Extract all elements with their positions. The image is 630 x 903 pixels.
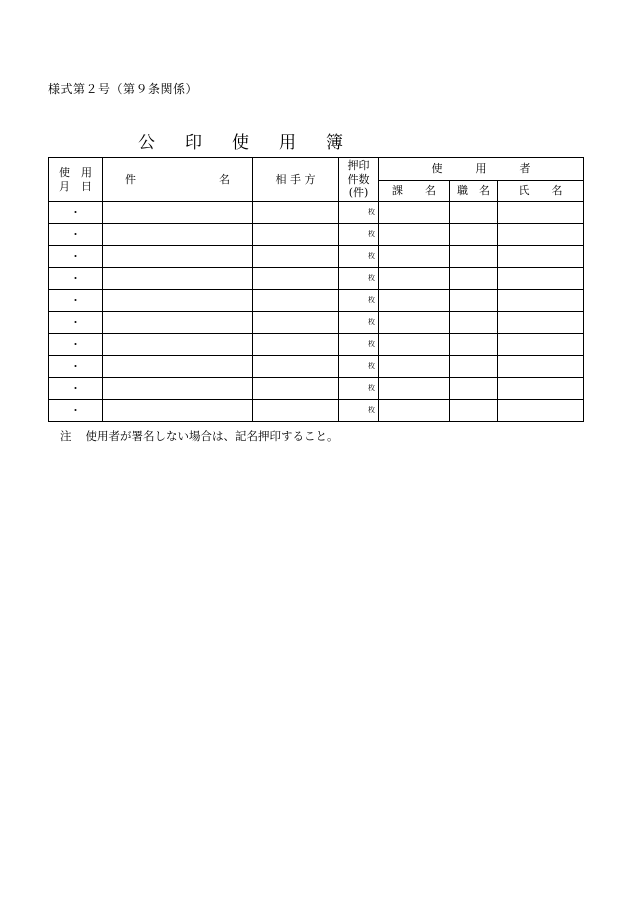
header-item-name-left: 件 — [125, 172, 136, 186]
count-cell[interactable]: 枚 — [339, 290, 379, 312]
item-cell[interactable] — [103, 400, 253, 422]
form-number-label: 様式第２号（第９条関係） — [48, 82, 199, 96]
date-cell[interactable]: ・ — [49, 356, 103, 378]
item-cell[interactable] — [103, 202, 253, 224]
count-cell[interactable]: 枚 — [339, 268, 379, 290]
table-row — [49, 290, 584, 312]
position-cell[interactable] — [450, 400, 498, 422]
section-cell[interactable] — [379, 312, 450, 334]
section-cell[interactable] — [379, 334, 450, 356]
item-cell[interactable] — [103, 378, 253, 400]
counterparty-cell[interactable] — [253, 312, 339, 334]
name-cell[interactable] — [498, 334, 584, 356]
count-cell[interactable]: 枚 — [339, 378, 379, 400]
date-cell[interactable]: ・ — [49, 268, 103, 290]
name-cell[interactable] — [498, 202, 584, 224]
name-cell[interactable] — [498, 312, 584, 334]
header-item-name — [103, 158, 253, 202]
date-cell[interactable]: ・ — [49, 312, 103, 334]
footnote-text: 使用者が署名しない場合は、記名押印すること。 — [85, 429, 339, 443]
date-cell[interactable]: ・ — [49, 202, 103, 224]
table-row — [49, 268, 584, 290]
count-cell[interactable]: 枚 — [339, 246, 379, 268]
section-cell[interactable] — [379, 378, 450, 400]
item-cell[interactable] — [103, 356, 253, 378]
header-seal-count-line1: 押印 — [347, 158, 370, 172]
name-cell[interactable] — [498, 400, 584, 422]
counterparty-cell[interactable] — [253, 246, 339, 268]
counterparty-cell[interactable] — [253, 290, 339, 312]
item-cell[interactable] — [103, 268, 253, 290]
table-row — [49, 224, 584, 246]
position-cell[interactable] — [450, 378, 498, 400]
section-cell[interactable] — [379, 356, 450, 378]
date-cell[interactable]: ・ — [49, 246, 103, 268]
header-counterparty: 相 手 方 — [253, 158, 339, 202]
section-cell[interactable] — [379, 202, 450, 224]
counterparty-cell[interactable] — [253, 202, 339, 224]
count-cell[interactable]: 枚 — [339, 400, 379, 422]
position-cell[interactable] — [450, 268, 498, 290]
name-cell[interactable] — [498, 290, 584, 312]
footnote-mark: 注 — [60, 429, 72, 443]
header-row-top — [49, 158, 584, 181]
count-cell[interactable]: 枚 — [339, 334, 379, 356]
table-row — [49, 378, 584, 400]
document-title — [138, 128, 343, 153]
name-cell[interactable] — [498, 268, 584, 290]
item-cell[interactable] — [103, 312, 253, 334]
header-full-name: 氏 名 — [498, 181, 584, 202]
date-cell[interactable]: ・ — [49, 290, 103, 312]
header-seal-count-line2: 件数 — [347, 172, 370, 186]
counterparty-cell[interactable] — [253, 334, 339, 356]
counterparty-cell[interactable] — [253, 268, 339, 290]
table-row — [49, 202, 584, 224]
section-cell[interactable] — [379, 268, 450, 290]
date-cell[interactable]: ・ — [49, 224, 103, 246]
header-item-name-right: 名 — [219, 172, 230, 186]
section-cell[interactable] — [379, 224, 450, 246]
title-char: 用 — [279, 133, 296, 153]
position-cell[interactable] — [450, 246, 498, 268]
position-cell[interactable] — [450, 224, 498, 246]
position-cell[interactable] — [450, 202, 498, 224]
count-cell[interactable]: 枚 — [339, 202, 379, 224]
section-cell[interactable] — [379, 400, 450, 422]
title-char: 印 — [185, 133, 202, 153]
table-row — [49, 400, 584, 422]
date-cell[interactable]: ・ — [49, 334, 103, 356]
date-cell[interactable]: ・ — [49, 378, 103, 400]
header-usage-date-line2: 月 日 — [59, 179, 92, 193]
header-seal-count-line3: (件) — [348, 186, 369, 200]
title-char: 公 — [138, 133, 155, 153]
header-user-group: 使 用 者 — [379, 158, 584, 181]
table-row — [49, 334, 584, 356]
position-cell[interactable] — [450, 356, 498, 378]
position-cell[interactable] — [450, 312, 498, 334]
table-row — [49, 356, 584, 378]
position-cell[interactable] — [450, 334, 498, 356]
header-usage-date — [49, 158, 103, 202]
section-cell[interactable] — [379, 290, 450, 312]
table-row — [49, 312, 584, 334]
header-section: 課 名 — [379, 181, 450, 202]
position-cell[interactable] — [450, 290, 498, 312]
name-cell[interactable] — [498, 224, 584, 246]
title-char: 使 — [232, 133, 249, 153]
item-cell[interactable] — [103, 290, 253, 312]
count-cell[interactable]: 枚 — [339, 356, 379, 378]
date-cell[interactable]: ・ — [49, 400, 103, 422]
item-cell[interactable] — [103, 246, 253, 268]
count-cell[interactable]: 枚 — [339, 312, 379, 334]
counterparty-cell[interactable] — [253, 356, 339, 378]
title-char: 簿 — [326, 133, 343, 153]
name-cell[interactable] — [498, 246, 584, 268]
item-cell[interactable] — [103, 224, 253, 246]
counterparty-cell[interactable] — [253, 378, 339, 400]
table-row — [49, 246, 584, 268]
footnote — [60, 428, 339, 444]
item-cell[interactable] — [103, 334, 253, 356]
header-seal-count — [339, 158, 379, 202]
header-usage-date-line1: 使 用 — [59, 165, 92, 179]
name-cell[interactable] — [498, 356, 584, 378]
seal-usage-ledger-table — [48, 157, 584, 422]
counterparty-cell[interactable] — [253, 400, 339, 422]
name-cell[interactable] — [498, 378, 584, 400]
header-position: 職 名 — [450, 181, 498, 202]
counterparty-cell[interactable] — [253, 224, 339, 246]
count-cell[interactable]: 枚 — [339, 224, 379, 246]
section-cell[interactable] — [379, 246, 450, 268]
